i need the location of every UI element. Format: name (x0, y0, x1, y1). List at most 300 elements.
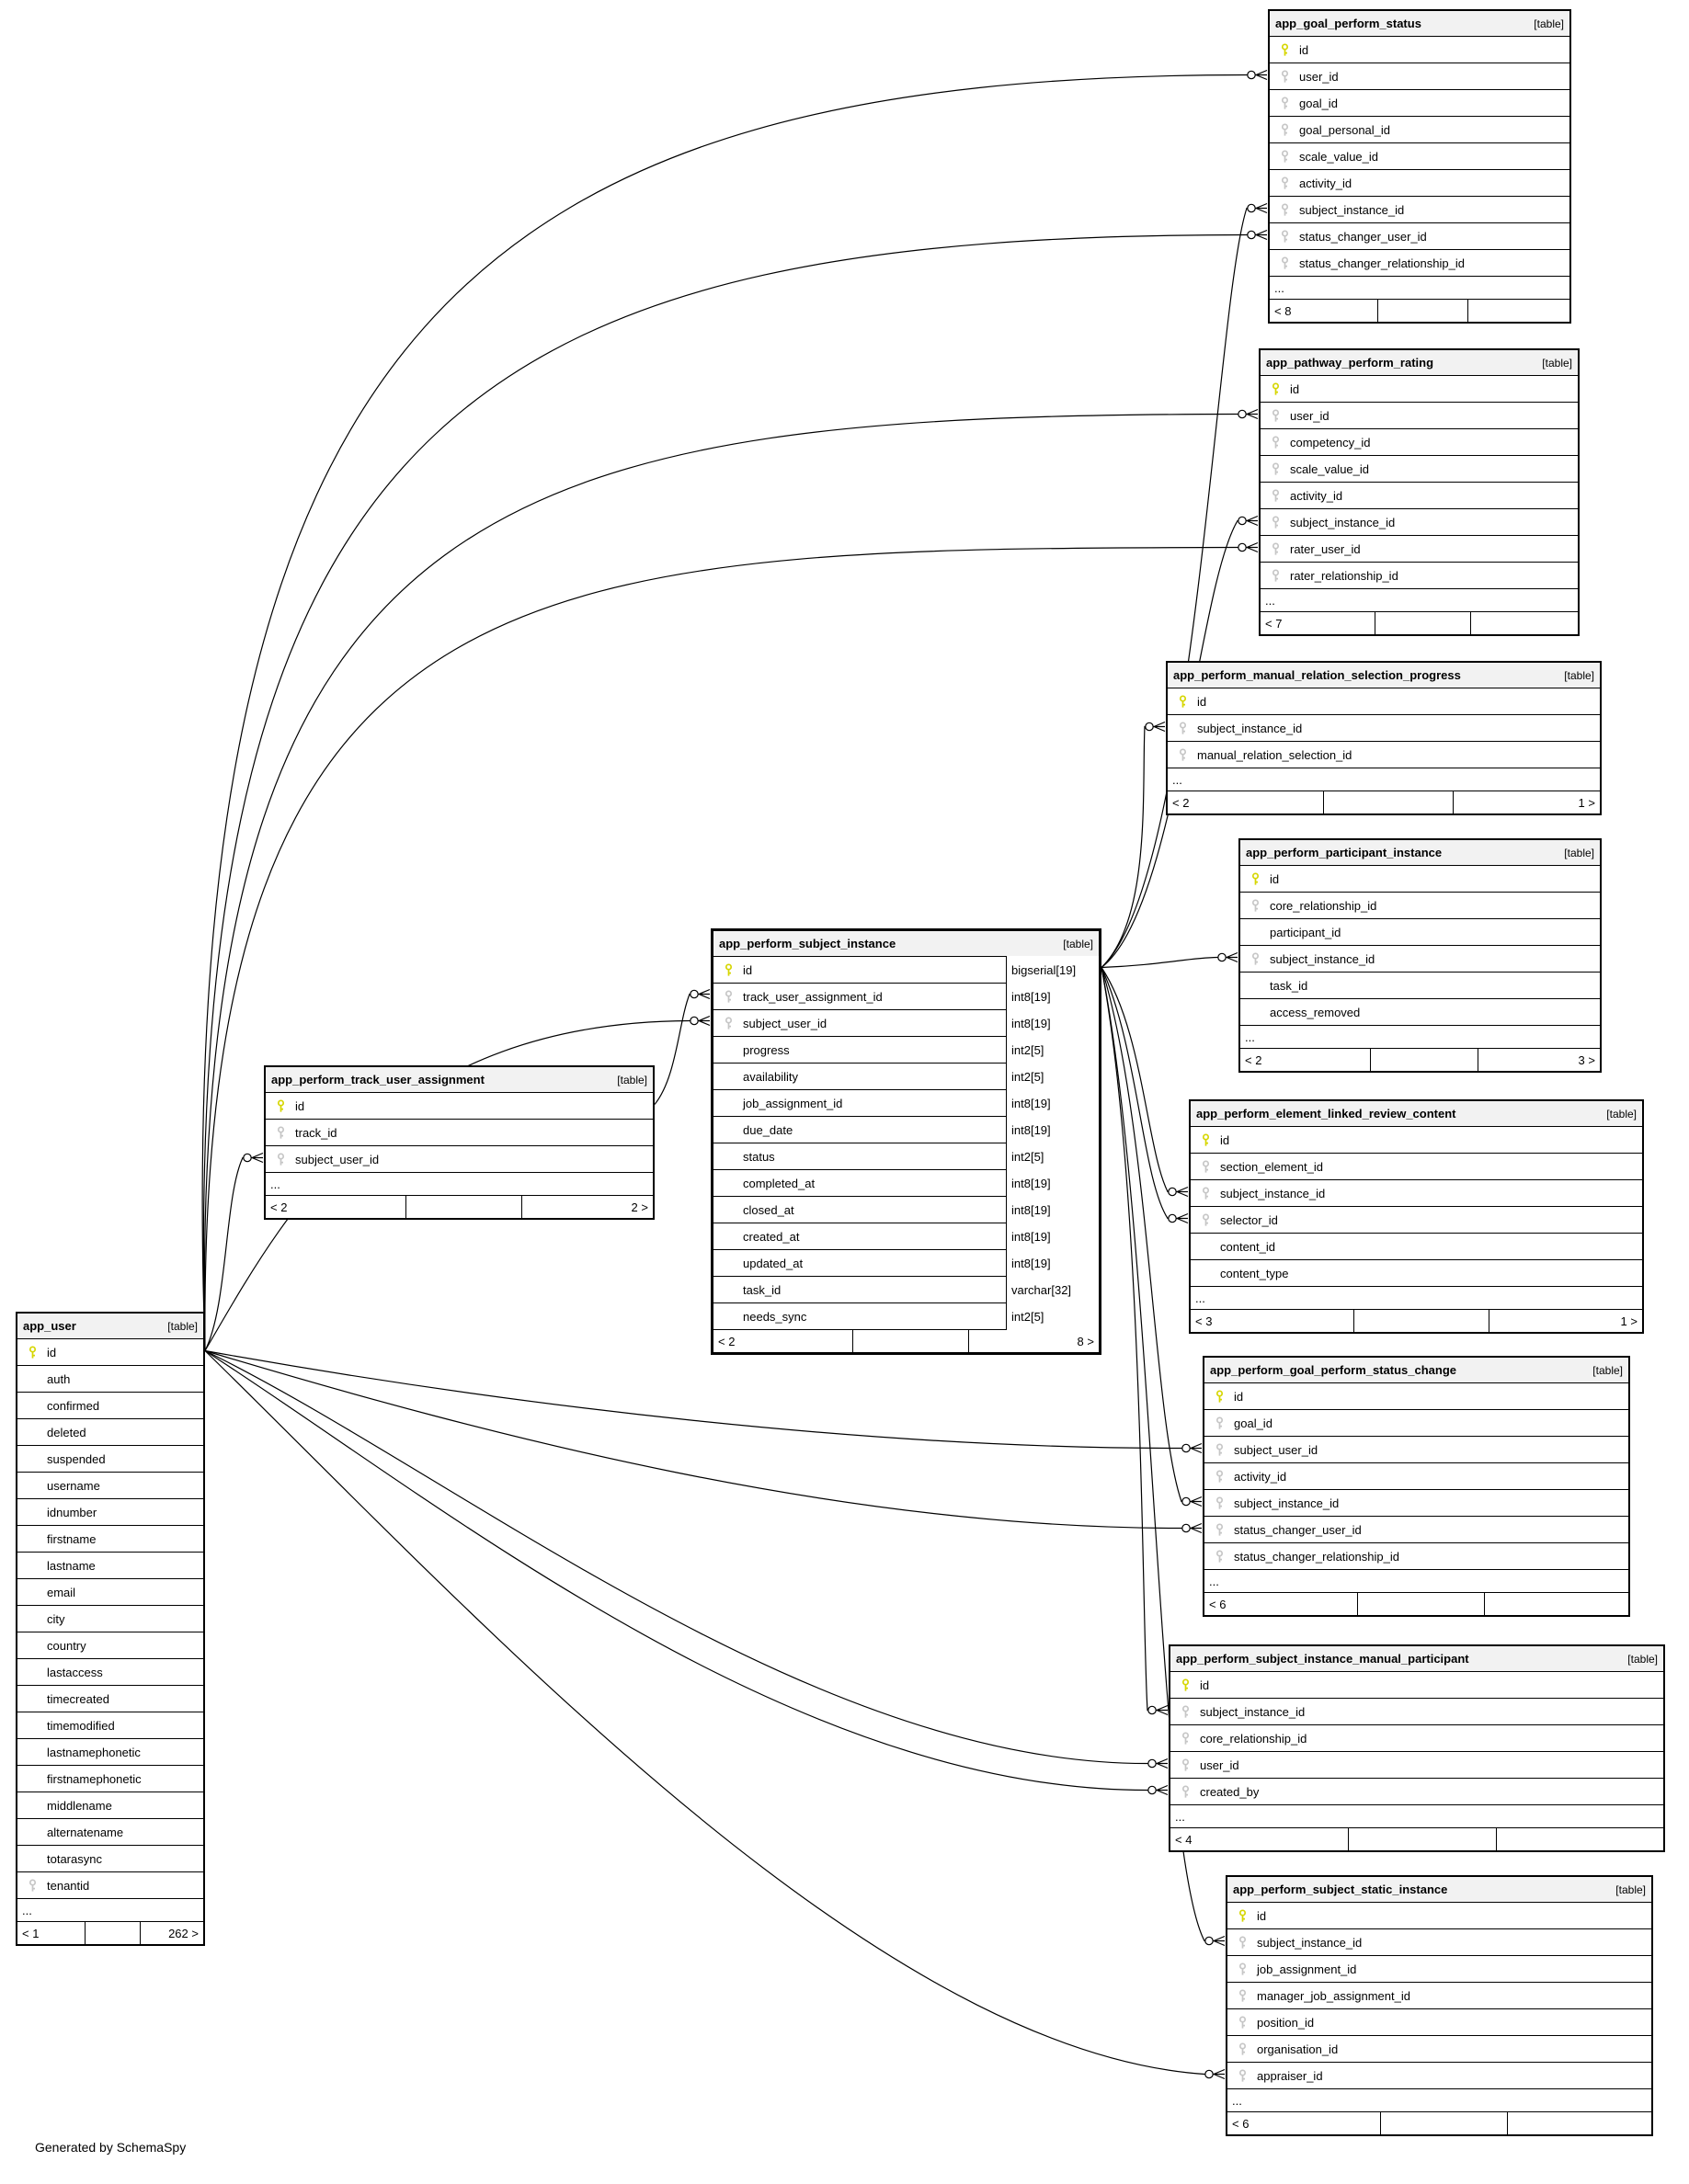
column-row (17, 1846, 203, 1872)
column-name: rater_user_id (1290, 541, 1361, 556)
column-row (266, 1120, 653, 1146)
column-row (713, 1197, 1099, 1223)
column-name: status_changer_relationship_id (1299, 256, 1465, 270)
crows-foot-icon (1154, 722, 1165, 732)
column-row (1170, 1779, 1663, 1805)
column-row (17, 1526, 203, 1553)
foreign-key-icon (713, 1017, 743, 1030)
foreign-key-icon (1168, 722, 1197, 735)
column-name: status_changer_user_id (1299, 229, 1427, 244)
foreign-key-icon (1170, 1732, 1200, 1746)
column-row (1227, 1983, 1651, 2009)
fk-edge (1101, 968, 1177, 1192)
column-row (1227, 2063, 1651, 2089)
footer-left-count: < 4 (1175, 1832, 1193, 1847)
foreign-key-icon (17, 1879, 47, 1893)
footer-middle-cell (405, 1196, 521, 1218)
zero-or-one-circle-icon (1205, 1937, 1213, 1944)
column-row (17, 1739, 203, 1766)
column-row (1240, 893, 1600, 919)
column-row (1240, 866, 1600, 893)
column-name: track_id (295, 1125, 337, 1140)
column-name: section_element_id (1220, 1159, 1324, 1174)
column-row (1204, 1463, 1628, 1490)
crows-foot-icon (1247, 410, 1258, 419)
zero-or-one-circle-icon (1218, 953, 1226, 961)
column-row (1261, 536, 1578, 563)
column-name: id (1234, 1389, 1244, 1404)
table-footer (713, 1330, 1099, 1352)
crows-foot-icon (1247, 517, 1258, 526)
table-header[interactable] (1191, 1101, 1642, 1127)
column-name: goal_personal_id (1299, 122, 1391, 137)
column-name: username (47, 1478, 100, 1493)
table-app_perform_goal_perform_status_change[interactable] (1203, 1356, 1630, 1617)
column-row (1261, 376, 1578, 403)
foreign-key-icon (1191, 1213, 1220, 1227)
footer-left-count: < 6 (1209, 1597, 1227, 1611)
fk-edge (205, 1351, 1214, 2075)
column-row (1227, 2036, 1651, 2063)
column-type: bigserial[19] (1006, 956, 1099, 984)
column-name: job_assignment_id (743, 1096, 843, 1110)
column-row (1270, 197, 1569, 223)
column-row (1270, 250, 1569, 277)
column-name: lastname (47, 1558, 96, 1573)
table-header[interactable] (266, 1067, 653, 1093)
footer-middle-cell (852, 1330, 968, 1352)
foreign-key-icon (1168, 748, 1197, 762)
table-badge: [table] (1615, 1883, 1646, 1896)
column-name: needs_sync (743, 1309, 807, 1324)
fk-edge (1101, 968, 1191, 1502)
column-row (1270, 223, 1569, 250)
ellipsis-row: ... (1227, 2089, 1651, 2112)
foreign-key-icon (1204, 1416, 1234, 1430)
table-header[interactable] (1270, 11, 1569, 37)
footer-middle-cell (1323, 791, 1453, 813)
column-row (713, 1143, 1099, 1170)
column-name: scale_value_id (1290, 461, 1370, 476)
column-name: id (47, 1345, 57, 1359)
column-row (1270, 37, 1569, 63)
column-row (17, 1579, 203, 1606)
column-row (1168, 688, 1600, 715)
table-name: app_perform_track_user_assignment (271, 1073, 485, 1086)
table-app_perform_manual_relation_selection_progress[interactable] (1166, 661, 1602, 815)
foreign-key-icon (1204, 1443, 1234, 1457)
column-name: participant_id (1270, 925, 1341, 939)
zero-or-one-circle-icon (1148, 1786, 1156, 1793)
primary-key-icon (1270, 43, 1299, 57)
table-badge: [table] (617, 1073, 647, 1086)
footer-left-count: < 1 (22, 1926, 40, 1940)
footer-middle-cell (1377, 300, 1467, 322)
crows-foot-icon (1247, 543, 1258, 552)
table-header[interactable] (1261, 350, 1578, 376)
column-name: subject_instance_id (1234, 1496, 1340, 1510)
column-name: id (1200, 1678, 1210, 1692)
crows-foot-icon (1157, 1706, 1168, 1715)
table-footer (1227, 2112, 1651, 2134)
column-name: subject_instance_id (1197, 721, 1303, 735)
ellipsis-row: ... (266, 1173, 653, 1196)
ellipsis-row: ... (1168, 768, 1600, 791)
column-name: subject_instance_id (1290, 515, 1396, 529)
foreign-key-icon (1261, 542, 1290, 556)
column-row (1204, 1437, 1628, 1463)
foreign-key-icon (1191, 1160, 1220, 1174)
column-row (17, 1446, 203, 1473)
column-name: city (47, 1611, 65, 1626)
table-badge: [table] (167, 1319, 198, 1333)
column-name: subject_user_id (295, 1152, 380, 1166)
column-name: due_date (743, 1122, 793, 1137)
table-header[interactable] (1168, 663, 1600, 688)
crows-foot-icon (1214, 1937, 1225, 1946)
column-name: created_at (743, 1229, 800, 1244)
foreign-key-icon (1204, 1550, 1234, 1564)
column-row (1240, 919, 1600, 946)
foreign-key-icon (1170, 1705, 1200, 1719)
foreign-key-icon (1270, 203, 1299, 217)
crows-foot-icon (1191, 1444, 1202, 1453)
column-name: subject_user_id (1234, 1442, 1318, 1457)
fk-edge (1101, 209, 1256, 968)
ellipsis-row: ... (1191, 1287, 1642, 1310)
table-name: app_perform_participant_instance (1246, 846, 1443, 859)
fk-edge (1101, 958, 1227, 968)
footer-middle-cell (85, 1922, 141, 1944)
table-name: app_perform_subject_static_instance (1233, 1883, 1448, 1896)
column-row (1270, 63, 1569, 90)
fk-edge (205, 1351, 1191, 1529)
column-row (17, 1659, 203, 1686)
table-footer (1168, 791, 1600, 813)
column-name: id (743, 962, 753, 977)
column-row (713, 1250, 1099, 1277)
foreign-key-icon (1191, 1187, 1220, 1200)
table-app_perform_subject_instance_manual_participant[interactable] (1169, 1644, 1665, 1852)
table-header[interactable] (1170, 1646, 1663, 1672)
column-row (713, 1223, 1099, 1250)
column-name: task_id (1270, 978, 1308, 993)
column-name: suspended (47, 1451, 106, 1466)
footer-right-count (1507, 2112, 1651, 2134)
footer-left-count: < 2 (718, 1334, 736, 1348)
column-type: int8[19] (1006, 1223, 1099, 1250)
table-header[interactable] (1204, 1358, 1628, 1383)
column-row (713, 1010, 1099, 1037)
column-type: int8[19] (1006, 983, 1099, 1010)
column-name: user_id (1200, 1757, 1239, 1772)
table-name: app_perform_manual_relation_selection_progress (1173, 668, 1461, 682)
foreign-key-icon (1270, 176, 1299, 190)
table-footer (1191, 1310, 1642, 1332)
column-name: job_assignment_id (1257, 1962, 1357, 1976)
foreign-key-icon (1270, 230, 1299, 244)
column-row (713, 957, 1099, 984)
foreign-key-icon (1270, 256, 1299, 270)
column-row (713, 984, 1099, 1010)
footer-right-count: 262 > (140, 1922, 203, 1944)
crows-foot-icon (252, 1154, 263, 1163)
column-name: confirmed (47, 1398, 100, 1413)
zero-or-one-circle-icon (1182, 1497, 1190, 1505)
column-row (266, 1093, 653, 1120)
table-badge: [table] (1063, 937, 1093, 950)
column-type: varchar[32] (1006, 1276, 1099, 1303)
column-row (1168, 715, 1600, 742)
fk-edge (205, 1351, 1157, 1791)
primary-key-icon (1191, 1133, 1220, 1147)
foreign-key-icon (1270, 150, 1299, 164)
table-footer (17, 1922, 203, 1944)
zero-or-one-circle-icon (1238, 517, 1246, 524)
column-name: manager_job_assignment_id (1257, 1988, 1410, 2003)
fk-edge (1101, 727, 1154, 968)
zero-or-one-circle-icon (1148, 1759, 1156, 1767)
footer-middle-cell (1375, 612, 1470, 634)
column-row (1240, 946, 1600, 973)
column-row (1240, 973, 1600, 999)
column-name: manual_relation_selection_id (1197, 747, 1352, 762)
zero-or-one-circle-icon (1182, 1444, 1190, 1451)
column-row (17, 1712, 203, 1739)
column-row (17, 1473, 203, 1499)
table-footer (1170, 1828, 1663, 1850)
generator-note: Generated by SchemaSpy (35, 2140, 187, 2155)
table-app_pathway_perform_rating[interactable] (1259, 348, 1580, 636)
column-type: int2[5] (1006, 1302, 1099, 1330)
column-row (17, 1792, 203, 1819)
foreign-key-icon (1170, 1785, 1200, 1799)
column-row (713, 1170, 1099, 1197)
zero-or-one-circle-icon (1248, 204, 1255, 211)
table-badge: [table] (1564, 668, 1594, 682)
primary-key-icon (1168, 695, 1197, 709)
primary-key-icon (1261, 382, 1290, 396)
column-name: subject_instance_id (1220, 1186, 1326, 1200)
table-header[interactable] (1227, 1877, 1651, 1903)
footer-left-count: < 8 (1274, 303, 1292, 318)
foreign-key-icon (1261, 489, 1290, 503)
footer-middle-cell (1357, 1593, 1484, 1615)
zero-or-one-circle-icon (1205, 2070, 1213, 2077)
table-app_perform_element_linked_review_content[interactable] (1189, 1099, 1644, 1334)
crows-foot-icon (1177, 1214, 1188, 1223)
foreign-key-icon (1261, 436, 1290, 449)
column-name: subject_instance_id (1257, 1935, 1363, 1950)
zero-or-one-circle-icon (1248, 231, 1255, 238)
crows-foot-icon (1157, 1786, 1168, 1795)
table-badge: [table] (1606, 1107, 1637, 1120)
table-app_perform_track_user_assignment[interactable] (264, 1065, 655, 1220)
foreign-key-icon (1227, 2042, 1257, 2056)
table-footer (1204, 1593, 1628, 1615)
fk-edge (205, 1351, 1157, 1764)
footer-left-count: < 7 (1265, 616, 1283, 631)
zero-or-one-circle-icon (1182, 1524, 1190, 1531)
foreign-key-icon (1227, 2069, 1257, 2083)
column-name: subject_instance_id (1200, 1704, 1306, 1719)
foreign-key-icon (1204, 1523, 1234, 1537)
column-row (1261, 429, 1578, 456)
column-name: user_id (1299, 69, 1339, 84)
fk-edge (205, 1158, 252, 1351)
foreign-key-icon (1227, 1936, 1257, 1950)
column-row (1191, 1127, 1642, 1154)
table-name: app_goal_perform_status (1275, 17, 1421, 30)
crows-foot-icon (1227, 953, 1238, 962)
column-name: position_id (1257, 2015, 1315, 2030)
column-name: id (1220, 1132, 1230, 1147)
column-name: content_id (1220, 1239, 1275, 1254)
primary-key-icon (713, 963, 743, 977)
column-row (1270, 117, 1569, 143)
zero-or-one-circle-icon (1248, 71, 1255, 78)
footer-right-count (1484, 1593, 1628, 1615)
table-footer (1270, 300, 1569, 322)
zero-or-one-circle-icon (1169, 1214, 1176, 1222)
fk-edge (1101, 968, 1177, 1219)
foreign-key-icon (1240, 899, 1270, 913)
column-row (1204, 1517, 1628, 1543)
table-name: app_perform_subject_instance_manual_participant (1176, 1652, 1469, 1666)
zero-or-one-circle-icon (1148, 1706, 1156, 1713)
column-name: content_type (1220, 1266, 1289, 1280)
footer-middle-cell (1380, 2112, 1507, 2134)
table-badge: [table] (1542, 356, 1572, 370)
foreign-key-icon (1261, 462, 1290, 476)
column-name: rater_relationship_id (1290, 568, 1398, 583)
column-type: int8[19] (1006, 1196, 1099, 1223)
column-name: totarasync (47, 1851, 102, 1866)
table-app_user[interactable] (16, 1312, 205, 1946)
table-app_perform_participant_instance[interactable] (1238, 838, 1602, 1073)
column-row (17, 1872, 203, 1899)
column-row (1204, 1543, 1628, 1570)
column-name: timecreated (47, 1691, 109, 1706)
column-type: int8[19] (1006, 1009, 1099, 1037)
column-name: created_by (1200, 1784, 1260, 1799)
column-type: int8[19] (1006, 1116, 1099, 1143)
column-name: activity_id (1299, 176, 1352, 190)
footer-right-count: 2 > (521, 1196, 653, 1218)
table-header[interactable] (1240, 840, 1600, 866)
column-row (713, 1303, 1099, 1330)
column-name: status (743, 1149, 775, 1164)
column-name: access_removed (1270, 1005, 1361, 1019)
footer-left-count: < 6 (1232, 2116, 1250, 2131)
column-name: lastaccess (47, 1665, 103, 1679)
zero-or-one-circle-icon (690, 1017, 698, 1024)
foreign-key-icon (266, 1126, 295, 1140)
table-app_perform_subject_instance[interactable] (711, 928, 1101, 1355)
column-row (1261, 403, 1578, 429)
footer-middle-cell (1348, 1828, 1496, 1850)
column-row (17, 1819, 203, 1846)
column-name: firstname (47, 1531, 97, 1546)
table-footer (1261, 612, 1578, 634)
table-badge: [table] (1534, 17, 1564, 30)
column-type: int2[5] (1006, 1063, 1099, 1090)
column-name: id (1257, 1908, 1267, 1923)
table-app_goal_perform_status[interactable] (1268, 9, 1571, 324)
column-row (17, 1419, 203, 1446)
column-row (17, 1632, 203, 1659)
column-row (17, 1606, 203, 1632)
crows-foot-icon (699, 1017, 710, 1026)
column-name: firstnamephonetic (47, 1771, 142, 1786)
column-name: competency_id (1290, 435, 1371, 449)
footer-right-count: 1 > (1453, 791, 1600, 813)
table-name: app_perform_goal_perform_status_change (1210, 1363, 1457, 1377)
column-name: activity_id (1290, 488, 1343, 503)
ellipsis-row: ... (1270, 277, 1569, 300)
table-footer (266, 1196, 653, 1218)
column-row (1227, 1903, 1651, 1929)
column-name: goal_id (1299, 96, 1338, 110)
column-name: organisation_id (1257, 2042, 1339, 2056)
column-name: appraiser_id (1257, 2068, 1323, 2083)
column-row (17, 1766, 203, 1792)
footer-left-count: < 2 (270, 1200, 288, 1214)
table-app_perform_subject_static_instance[interactable] (1226, 1875, 1653, 2136)
column-name: country (47, 1638, 86, 1653)
column-row (713, 1117, 1099, 1143)
zero-or-one-circle-icon (1238, 543, 1246, 551)
column-row (1227, 2009, 1651, 2036)
ellipsis-row: ... (1261, 589, 1578, 612)
table-header[interactable] (17, 1314, 203, 1339)
column-name: status_changer_user_id (1234, 1522, 1362, 1537)
foreign-key-icon (1270, 70, 1299, 84)
column-row (17, 1553, 203, 1579)
crows-foot-icon (1157, 1759, 1168, 1769)
column-row (1240, 999, 1600, 1026)
column-name: auth (47, 1371, 71, 1386)
column-name: alternatename (47, 1825, 124, 1839)
zero-or-one-circle-icon (1238, 410, 1246, 417)
zero-or-one-circle-icon (690, 990, 698, 997)
column-name: goal_id (1234, 1416, 1272, 1430)
column-name: middlename (47, 1798, 112, 1813)
column-name: id (1270, 871, 1280, 886)
ellipsis-row: ... (1170, 1805, 1663, 1828)
table-badge: [table] (1627, 1652, 1658, 1666)
table-header[interactable] (713, 931, 1099, 957)
column-row (17, 1366, 203, 1393)
column-row (713, 1090, 1099, 1117)
fk-edge (1101, 968, 1157, 1711)
zero-or-one-circle-icon (244, 1154, 251, 1161)
foreign-key-icon (1227, 1989, 1257, 2003)
column-row (1270, 90, 1569, 117)
column-name: availability (743, 1069, 798, 1084)
fk-edge (655, 995, 699, 1105)
primary-key-icon (1170, 1678, 1200, 1692)
foreign-key-icon (1227, 1962, 1257, 1976)
column-type: int8[19] (1006, 1169, 1099, 1197)
ellipsis-row: ... (17, 1899, 203, 1922)
column-name: idnumber (47, 1505, 97, 1519)
footer-right-count: 1 > (1489, 1310, 1642, 1332)
foreign-key-icon (1240, 952, 1270, 966)
column-name: task_id (743, 1282, 782, 1297)
primary-key-icon (1227, 1909, 1257, 1923)
column-name: completed_at (743, 1176, 816, 1190)
